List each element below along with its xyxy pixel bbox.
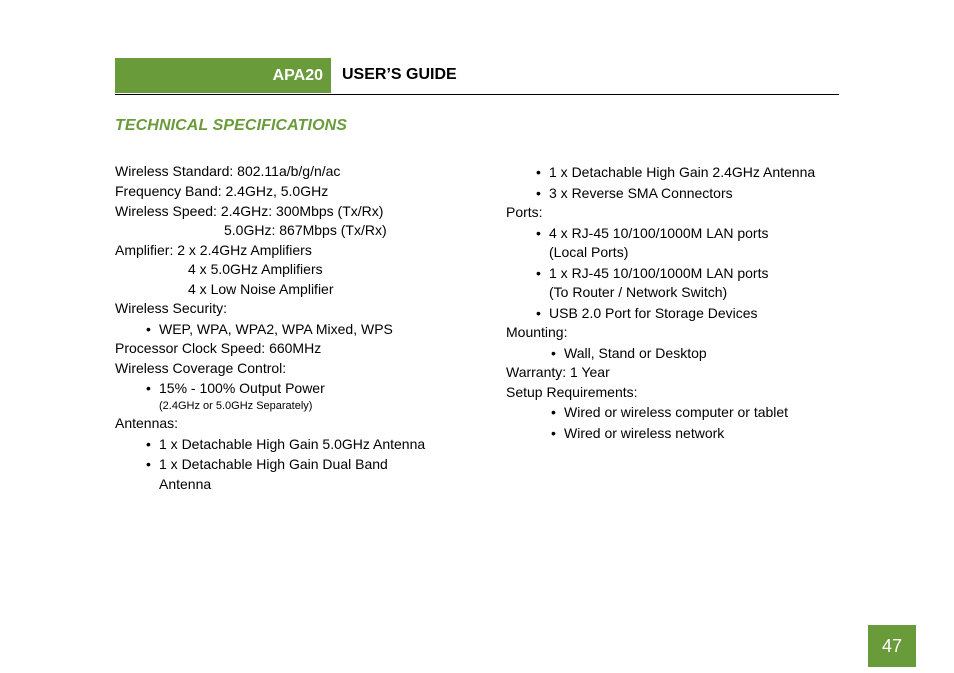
spec-wireless-speed: Wireless Speed: 2.4GHz: 300Mbps (Tx/Rx) [115, 203, 384, 219]
spec-usb-port: • USB 2.0 Port for Storage Devices [549, 304, 758, 322]
guide-title: USER’S GUIDE [342, 66, 457, 83]
spec-wireless-speed-5g: 5.0GHz: 867Mbps (Tx/Rx) [224, 222, 387, 238]
spec-security-item: • WEP, WPA, WPA2, WPA Mixed, WPS [159, 320, 393, 338]
spec-coverage-item: • 15% - 100% Output Power [159, 379, 325, 397]
spec-mounting-item: • Wall, Stand or Desktop [564, 344, 707, 362]
spec-amplifier-5g: 4 x 5.0GHz Amplifiers [188, 261, 323, 277]
spec-coverage-label: Wireless Coverage Control: [115, 360, 287, 376]
spec-port-wan-note: (To Router / Network Switch) [549, 284, 728, 300]
product-name-box [115, 58, 331, 93]
spec-amplifier: Amplifier: 2 x 2.4GHz Amplifiers [115, 242, 312, 258]
spec-ports-label: Ports: [506, 204, 543, 220]
spec-frequency-band: Frequency Band: 2.4GHz, 5.0GHz [115, 183, 329, 199]
spec-antenna-dual: • 1 x Detachable High Gain Dual Band [159, 455, 388, 473]
spec-mounting-label: Mounting: [506, 324, 568, 340]
spec-wireless-standard: Wireless Standard: 802.11a/b/g/n/ac [115, 163, 341, 179]
section-title: TECHNICAL SPECIFICATIONS [115, 117, 348, 134]
spec-coverage-note: (2.4GHz or 5.0GHz Separately) [159, 400, 313, 412]
page-number: 47 [868, 625, 916, 667]
spec-port-lan-note: (Local Ports) [549, 244, 629, 260]
spec-warranty: Warranty: 1 Year [506, 364, 610, 380]
spec-amplifier-lna: 4 x Low Noise Amplifier [188, 281, 334, 297]
spec-port-lan: • 4 x RJ-45 10/100/1000M LAN ports [549, 224, 768, 242]
spec-antenna-24g: • 1 x Detachable High Gain 2.4GHz Antenna [549, 163, 815, 181]
spec-setup-computer: • Wired or wireless computer or tablet [564, 403, 788, 421]
spec-security-label: Wireless Security: [115, 300, 228, 316]
header-bar [115, 58, 839, 95]
spec-clock-speed: Processor Clock Speed: 660MHz [115, 340, 322, 356]
spec-setup-network: • Wired or wireless network [564, 424, 724, 442]
product-name: APA20 [272, 66, 323, 84]
spec-antennas-label: Antennas: [115, 415, 179, 431]
spec-antenna-5g: • 1 x Detachable High Gain 5.0GHz Antenna [159, 435, 425, 453]
spec-antenna-dual-cont: Antenna [159, 476, 212, 492]
spec-port-wan: • 1 x RJ-45 10/100/1000M LAN ports [549, 264, 768, 282]
spec-sma-connectors: • 3 x Reverse SMA Connectors [549, 184, 733, 202]
spec-setup-label: Setup Requirements: [506, 384, 638, 400]
